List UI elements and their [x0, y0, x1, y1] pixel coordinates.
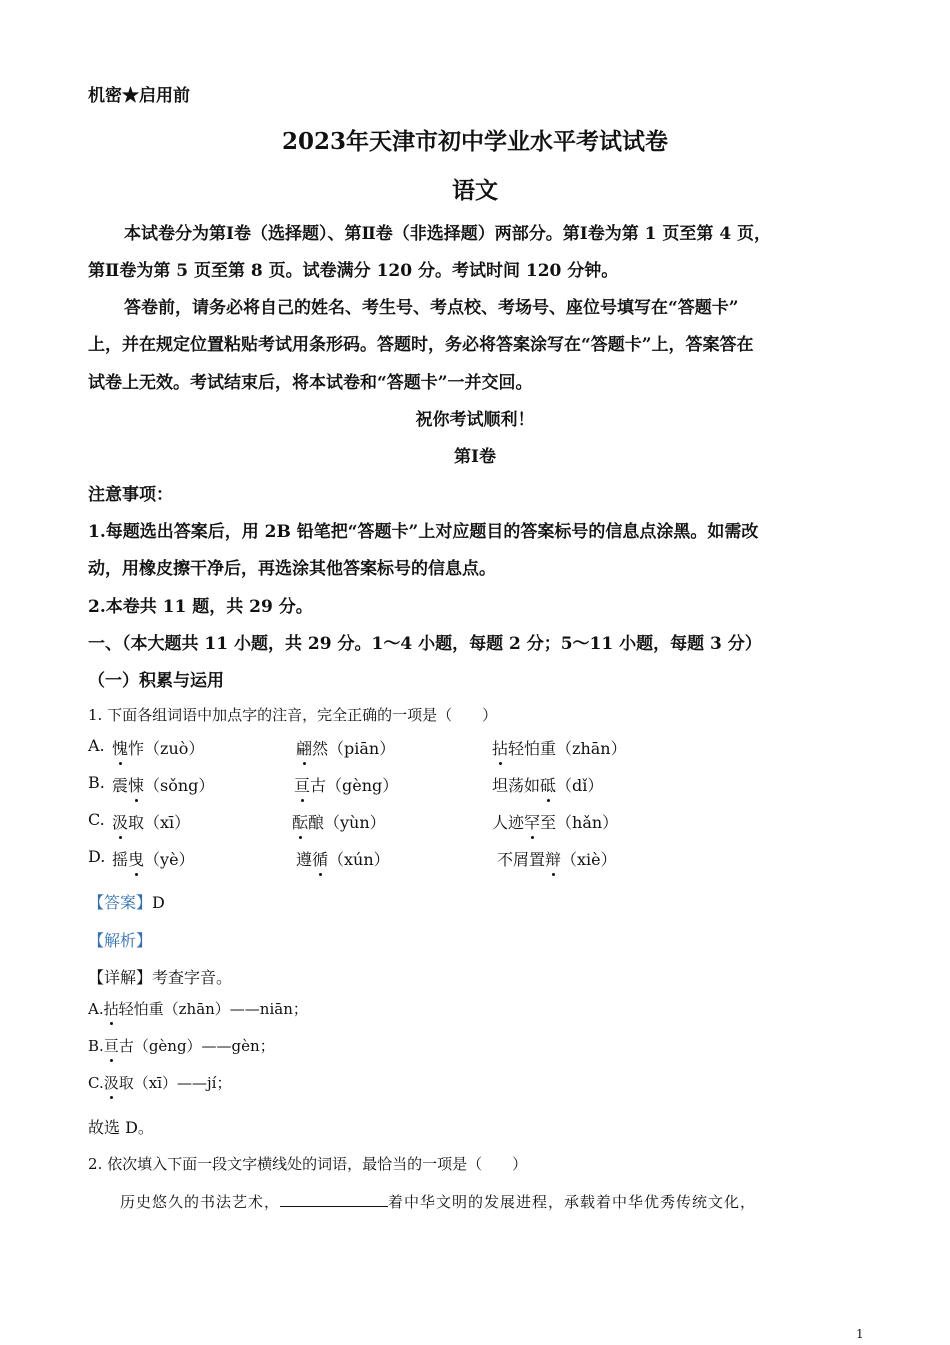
- option-word: 亘古（gèng）: [294, 773, 398, 796]
- analysis-line: B.亘古（gèng）——gèn；: [88, 1037, 275, 1055]
- analysis-tag: 【解析】: [88, 931, 153, 950]
- option-word: 愧怍（zuò）: [112, 736, 204, 759]
- note-line: 动，用橡皮擦干净后，再选涂其他答案标号的信息点。: [88, 559, 496, 579]
- page-number: 1: [856, 1327, 864, 1341]
- conclusion-line: 故选 D。: [88, 1118, 154, 1137]
- detail-line: 【详解】考查字音。: [88, 968, 233, 987]
- analysis-line: A.拈轻怕重（zhān）——niān；: [88, 1000, 308, 1018]
- option-word: 翩然（piān）: [296, 736, 395, 759]
- intro-line: 试卷上无效。考试结束后，将本试卷和“答题卡”一并交回。: [88, 373, 533, 393]
- intro-line: 答卷前，请务必将自己的姓名、考生号、考点校、考场号、座位号填写在“答题卡”: [124, 298, 739, 318]
- option-word: 人迹罕至（hǎn）: [492, 810, 618, 833]
- answer-line: [88, 890, 165, 913]
- option-label: B.: [88, 773, 105, 792]
- option-label: A.: [88, 736, 105, 755]
- analysis-line: C.汲取（xī）——jí；: [88, 1074, 232, 1092]
- option-word: 不屑置辩（xiè）: [497, 847, 617, 870]
- intro-line: 上，并在规定位置粘贴考试用条形码。答题时，务必将答案涂写在“答题卡”上，答案答在: [88, 335, 754, 355]
- option-word: 遵循（xún）: [296, 847, 390, 870]
- confidential-label: 机密★启用前: [88, 86, 190, 106]
- option-word: 酝酿（yùn）: [292, 810, 386, 833]
- section-heading: 一、（本大题共 11 小题，共 29 分。1～4 小题，每题 2 分；5～11 小题，每题 3 分）: [88, 634, 762, 654]
- subject-title: 语文: [452, 177, 498, 204]
- wish-text: 祝你考试顺利！: [415, 410, 535, 430]
- question-stem: 2. 依次填入下面一段文字横线处的词语，最恰当的一项是（ ）: [88, 1155, 528, 1173]
- note-line: 2.本卷共 11 题，共 29 分。: [88, 597, 313, 617]
- intro-line: 第Ⅱ卷为第 5 页至第 8 页。试卷满分 120 分。考试时间 120 分钟。: [88, 261, 619, 281]
- option-word: 汲取（xī）: [112, 810, 190, 833]
- intro-line: 本试卷分为第Ⅰ卷（选择题）、第Ⅱ卷（非选择题）两部分。第Ⅰ卷为第 1 页至第 4 页，: [124, 224, 772, 244]
- fill-blank: [280, 1192, 388, 1207]
- part-title: 第Ⅰ卷: [454, 447, 496, 467]
- notes-heading: 注意事项：: [88, 485, 173, 505]
- note-line: 1.每题选出答案后，用 2B 铅笔把“答题卡”上对应题目的答案标号的信息点涂黑。如需改: [88, 522, 759, 542]
- option-word: 震悚（sǒng）: [112, 773, 214, 796]
- exam-title: 2023年天津市初中学业水平考试试卷: [281, 128, 668, 155]
- option-word: 摇曳（yè）: [112, 847, 195, 870]
- option-label: C.: [88, 810, 105, 829]
- option-word: 拈轻怕重（zhān）: [492, 736, 627, 759]
- question-stem: 1. 下面各组词语中加点字的注音，完全正确的一项是（ ）: [88, 706, 498, 724]
- option-word: 坦荡如砥（dǐ）: [492, 773, 603, 796]
- answer-tag: 【答案】: [88, 893, 153, 912]
- subsection-heading: （一）积累与运用: [88, 671, 224, 691]
- answer-value: D: [152, 893, 165, 912]
- question-text: 历史悠久的书法艺术， 着中华文明的发展进程，承载着中华优秀传统文化，: [120, 1193, 757, 1211]
- option-label: D.: [88, 847, 106, 866]
